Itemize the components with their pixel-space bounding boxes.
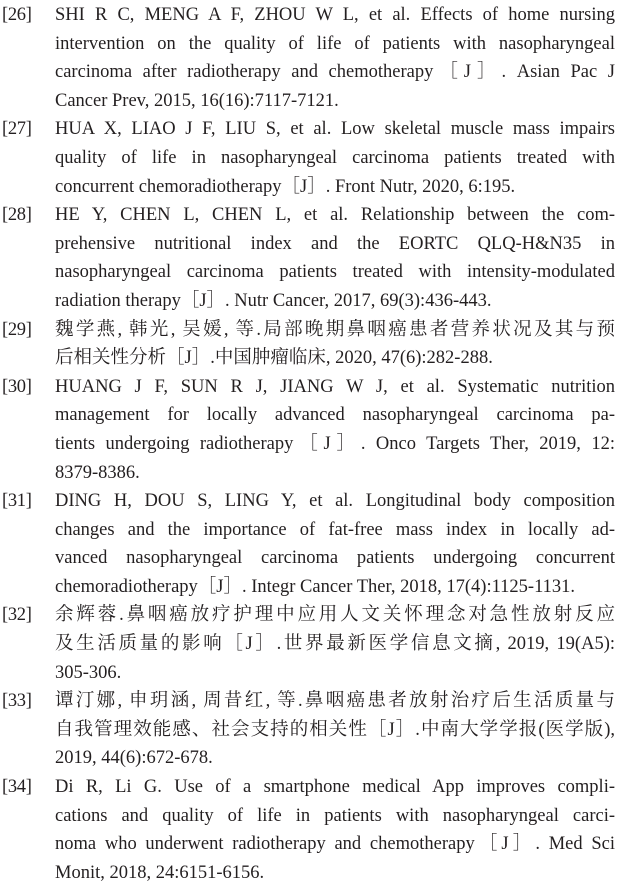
reference-text-line: intervention on the quality of life of patients with nasopharyngeal — [55, 33, 615, 54]
reference-text-line: 305-306. — [55, 662, 122, 683]
reference-text-line: HE Y, CHEN L, CHEN L, et al. Relationship between the com- — [55, 205, 615, 226]
reference-text-line: management for locally advanced nasopharyngeal carcinoma pa- — [55, 405, 615, 426]
reference-number: [32] — [2, 605, 32, 626]
reference-number: [31] — [2, 491, 32, 512]
reference-text-line: 8379-8386. — [55, 462, 140, 483]
reference-entry — [0, 601, 618, 687]
reference-entry — [0, 687, 618, 773]
reference-text-line: Di R, Li G. Use of a smartphone medical App improves compli- — [55, 777, 615, 798]
reference-text-line: HUA X, LIAO J F, LIU S, et al. Low skeletal muscle mass impairs — [55, 119, 615, 140]
reference-text-line: quality of life in nasopharyngeal carcinoma patients treated with — [55, 147, 615, 168]
reference-number: [33] — [2, 691, 32, 712]
reference-text-line: noma who underwent radiotherapy and chemotherapy［J］. Med Sci — [55, 834, 615, 855]
reference-entry — [0, 316, 618, 373]
reference-number: [30] — [2, 376, 32, 397]
reference-text-line: nasopharyngeal carcinoma patients treated with intensity-modulated — [55, 262, 615, 283]
reference-text-line: prehensive nutritional index and the EORTC QLQ-H&N35 in — [55, 233, 615, 254]
reference-text-line: vanced nasopharyngeal carcinoma patients undergoing concurrent — [55, 548, 615, 569]
reference-entry — [0, 201, 618, 315]
reference-entry — [0, 487, 618, 601]
reference-text-line: 自我管理效能感、社会支持的相关性［J］.中南大学学报(医学版), — [55, 719, 615, 740]
reference-text-line: 2019, 44(6):672-678. — [55, 748, 213, 769]
reference-text-line: carcinoma after radiotherapy and chemotherapy［J］. Asian Pac J — [55, 62, 615, 83]
reference-text-line: Cancer Prev, 2015, 16(16):7117-7121. — [55, 90, 339, 111]
reference-text-line: 余辉蓉.鼻咽癌放疗护理中应用人文关怀理念对急性放射反应 — [55, 605, 615, 626]
reference-number: [27] — [2, 119, 32, 140]
reference-text-line: 魏学燕, 韩光, 吴媛, 等.局部晚期鼻咽癌患者营养状况及其与预 — [55, 319, 615, 340]
reference-number: [26] — [2, 5, 32, 25]
reference-number: [34] — [2, 777, 32, 798]
reference-text-line: radiation therapy［J］. Nutr Cancer, 2017, 69(3):436-443. — [55, 290, 492, 311]
reference-text-line: concurrent chemoradiotherapy［J］. Front Nutr, 2020, 6:195. — [55, 176, 516, 197]
reference-text-line: chemoradiotherapy［J］. Integr Cancer Ther, 2018, 17(4):1125-1131. — [55, 576, 576, 597]
reference-text-line: 及生活质量的影响［J］.世界最新医学信息文摘, 2019, 19(A5): — [55, 634, 615, 655]
reference-text-line: changes and the importance of fat-free mass index in locally ad- — [55, 519, 615, 540]
reference-text-line: Monit, 2018, 24:6151-6156. — [55, 862, 265, 883]
reference-entry — [0, 373, 618, 487]
reference-text-line: DING H, DOU S, LING Y, et al. Longitudinal body composition — [55, 491, 615, 512]
reference-entry — [0, 115, 618, 201]
reference-entry — [0, 773, 618, 887]
reference-text-line: SHI R C, MENG A F, ZHOU W L, et al. Effects of home nursing — [55, 5, 615, 25]
reference-entry — [0, 1, 618, 115]
reference-text-line: 后相关性分析［J］.中国肿瘤临床, 2020, 47(6):282-288. — [55, 348, 493, 369]
reference-number: [29] — [2, 319, 32, 340]
reference-text-line: 谭汀娜, 申玥涵, 周昔红, 等.鼻咽癌患者放射治疗后生活质量与 — [55, 691, 615, 712]
reference-text-line: HUANG J F, SUN R J, JIANG W J, et al. Systematic nutrition — [55, 376, 615, 397]
reference-text-line: tients undergoing radiotherapy［J］. Onco Targets Ther, 2019, 12: — [55, 433, 615, 454]
reference-text-line: cations and quality of life in patients with nasopharyngeal carci- — [55, 805, 615, 826]
reference-number: [28] — [2, 205, 32, 226]
